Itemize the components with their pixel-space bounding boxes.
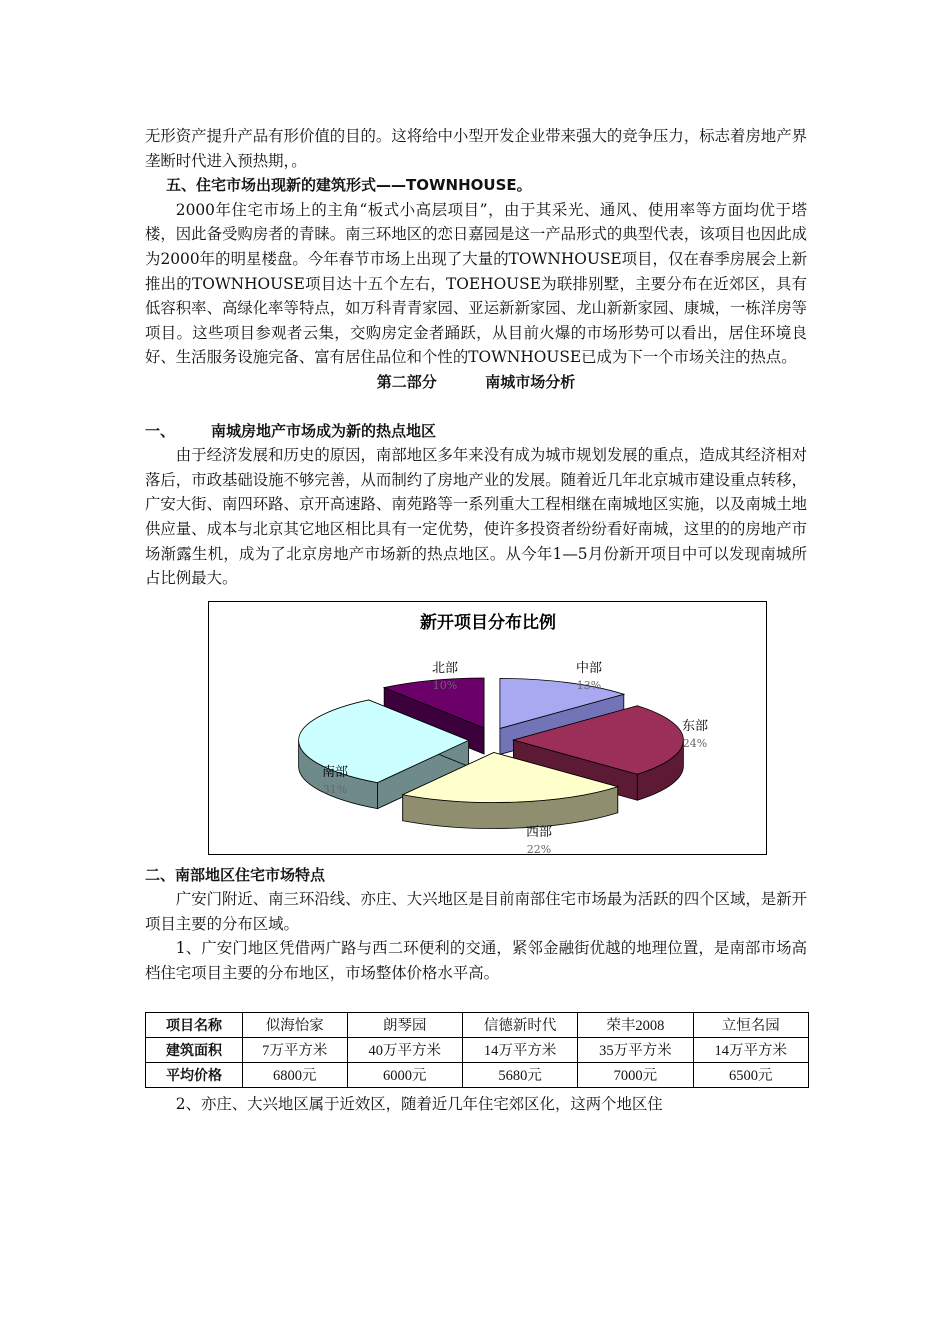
slice-label: 中部 <box>575 660 603 676</box>
section-heading: 二、南部地区住宅市场特点 <box>145 865 326 884</box>
table-cell: 14万平方米 <box>462 1037 577 1062</box>
pie-chart-svg <box>209 602 766 854</box>
part-title-number: 第二部分 <box>376 372 437 391</box>
paragraph: 2000年住宅市场上的主角“板式小高层项目”，由于其采光、通风、使用率等方面均优于塔楼，因此备受购房者的青睐。南三环地区的恋日嘉园是这一产品形式的典型代表，该项目也因此成为2000年的明星楼盘。今年春节市场上出现了大量的TOWNHOUSE项目，仅在春季房展会上新推出的TOWNHOUSE项目达十五个左右，TOEHOUSE为联排别墅，主要分布在近郊区，具有低容积率、高绿化率等特点，如万科青青家园、亚运新新家园、龙山新新家园、康城，一栋洋房等项目。这些项目参观者云集，交购房定金者踊跃，从目前火爆的市场形势可以看出，居住环境良好、生活服务设施完备、富有居住品位和个性的TOWNHOUSE已成为下一个市场关注的热点。 <box>145 200 807 367</box>
paragraph: 广安门附近、南三环沿线、亦庄、大兴地区是目前南部住宅市场最为活跃的四个区域，是新开项目主要的分布区域。 <box>145 890 807 933</box>
paragraph: 1、广安门地区凭借两广路与西二环便利的交通，紧邻金融街优越的地理位置，是南部市场高档住宅项目主要的分布地区，市场整体价格水平高。 <box>145 939 807 983</box>
heading-text: 南城房地产市场成为新的热点地区 <box>211 421 437 440</box>
row-header-cell: 项目名称 <box>146 1012 243 1037</box>
project-table <box>145 1012 809 1088</box>
table-cell: 7万平方米 <box>243 1037 348 1062</box>
table-cell: 信德新时代 <box>462 1012 577 1037</box>
part-title-text: 南城市场分析 <box>485 372 576 391</box>
table-cell: 荣丰2008 <box>578 1012 693 1037</box>
paragraph: 2、亦庄、大兴地区属于近效区，随着近几年住宅郊区化，这两个地区住 <box>175 1094 663 1113</box>
table-row <box>146 1062 809 1087</box>
table-cell: 40万平方米 <box>347 1037 462 1062</box>
slice-percent: 10% <box>432 678 458 692</box>
slice-label: 西部 <box>525 824 553 840</box>
table-cell: 似海怡家 <box>243 1012 348 1037</box>
table-cell: 14万平方米 <box>693 1037 808 1062</box>
heading-number: 一、 <box>145 421 176 440</box>
table-cell: 6000元 <box>347 1062 462 1087</box>
section-heading <box>145 419 807 444</box>
slice-percent: 31% <box>322 782 348 796</box>
table-cell: 7000元 <box>578 1062 693 1087</box>
table-cell: 朗琴园 <box>347 1012 462 1037</box>
section-heading: 五、住宅市场出现新的建筑形式——TOWNHOUSE。 <box>166 176 532 195</box>
slice-label: 南部 <box>321 764 349 780</box>
row-header-cell: 建筑面积 <box>146 1037 243 1062</box>
slice-percent: 13% <box>576 678 602 692</box>
table-cell: 6800元 <box>243 1062 348 1087</box>
document-page <box>145 124 807 1116</box>
table-cell: 35万平方米 <box>578 1037 693 1062</box>
table-cell: 立恒名园 <box>693 1012 808 1037</box>
row-header-cell: 平均价格 <box>146 1062 243 1087</box>
slice-label: 北部 <box>431 660 459 676</box>
paragraph: 由于经济发展和历史的原因，南部地区多年来没有成为城市规划发展的重点，造成其经济相对落后，市政基础设施不够完善，从而制约了房地产业的发展。随着近几年北京城市建设重点转移，广安大街、南四环路、京开高速路、南苑路等一系列重大工程相继在南城地区实施，以及南城土地供应量、成本与北京其它地区相比具有一定优势，使许多投资者纷纷看好南城，这里的的房地产市场渐露生机，成为了北京房地产市场新的热点地区。从今年1—5月份新开项目中可以发现南城所占比例最大。 <box>145 446 807 588</box>
table-row <box>146 1012 809 1037</box>
slice-label: 东部 <box>681 718 709 734</box>
table-cell: 5680元 <box>462 1062 577 1087</box>
pie-chart <box>208 601 767 855</box>
slice-percent: 22% <box>526 842 552 854</box>
slice-percent: 24% <box>682 736 708 750</box>
chart-title: 新开项目分布比例 <box>420 612 556 633</box>
table-row <box>146 1037 809 1062</box>
paragraph: 无形资产提升产品有形价值的目的。这将给中小型开发企业带来强大的竞争压力，标志着房地产界垄断时代进入预热期，。 <box>145 127 807 170</box>
part-title <box>145 370 807 395</box>
table-cell: 6500元 <box>693 1062 808 1087</box>
